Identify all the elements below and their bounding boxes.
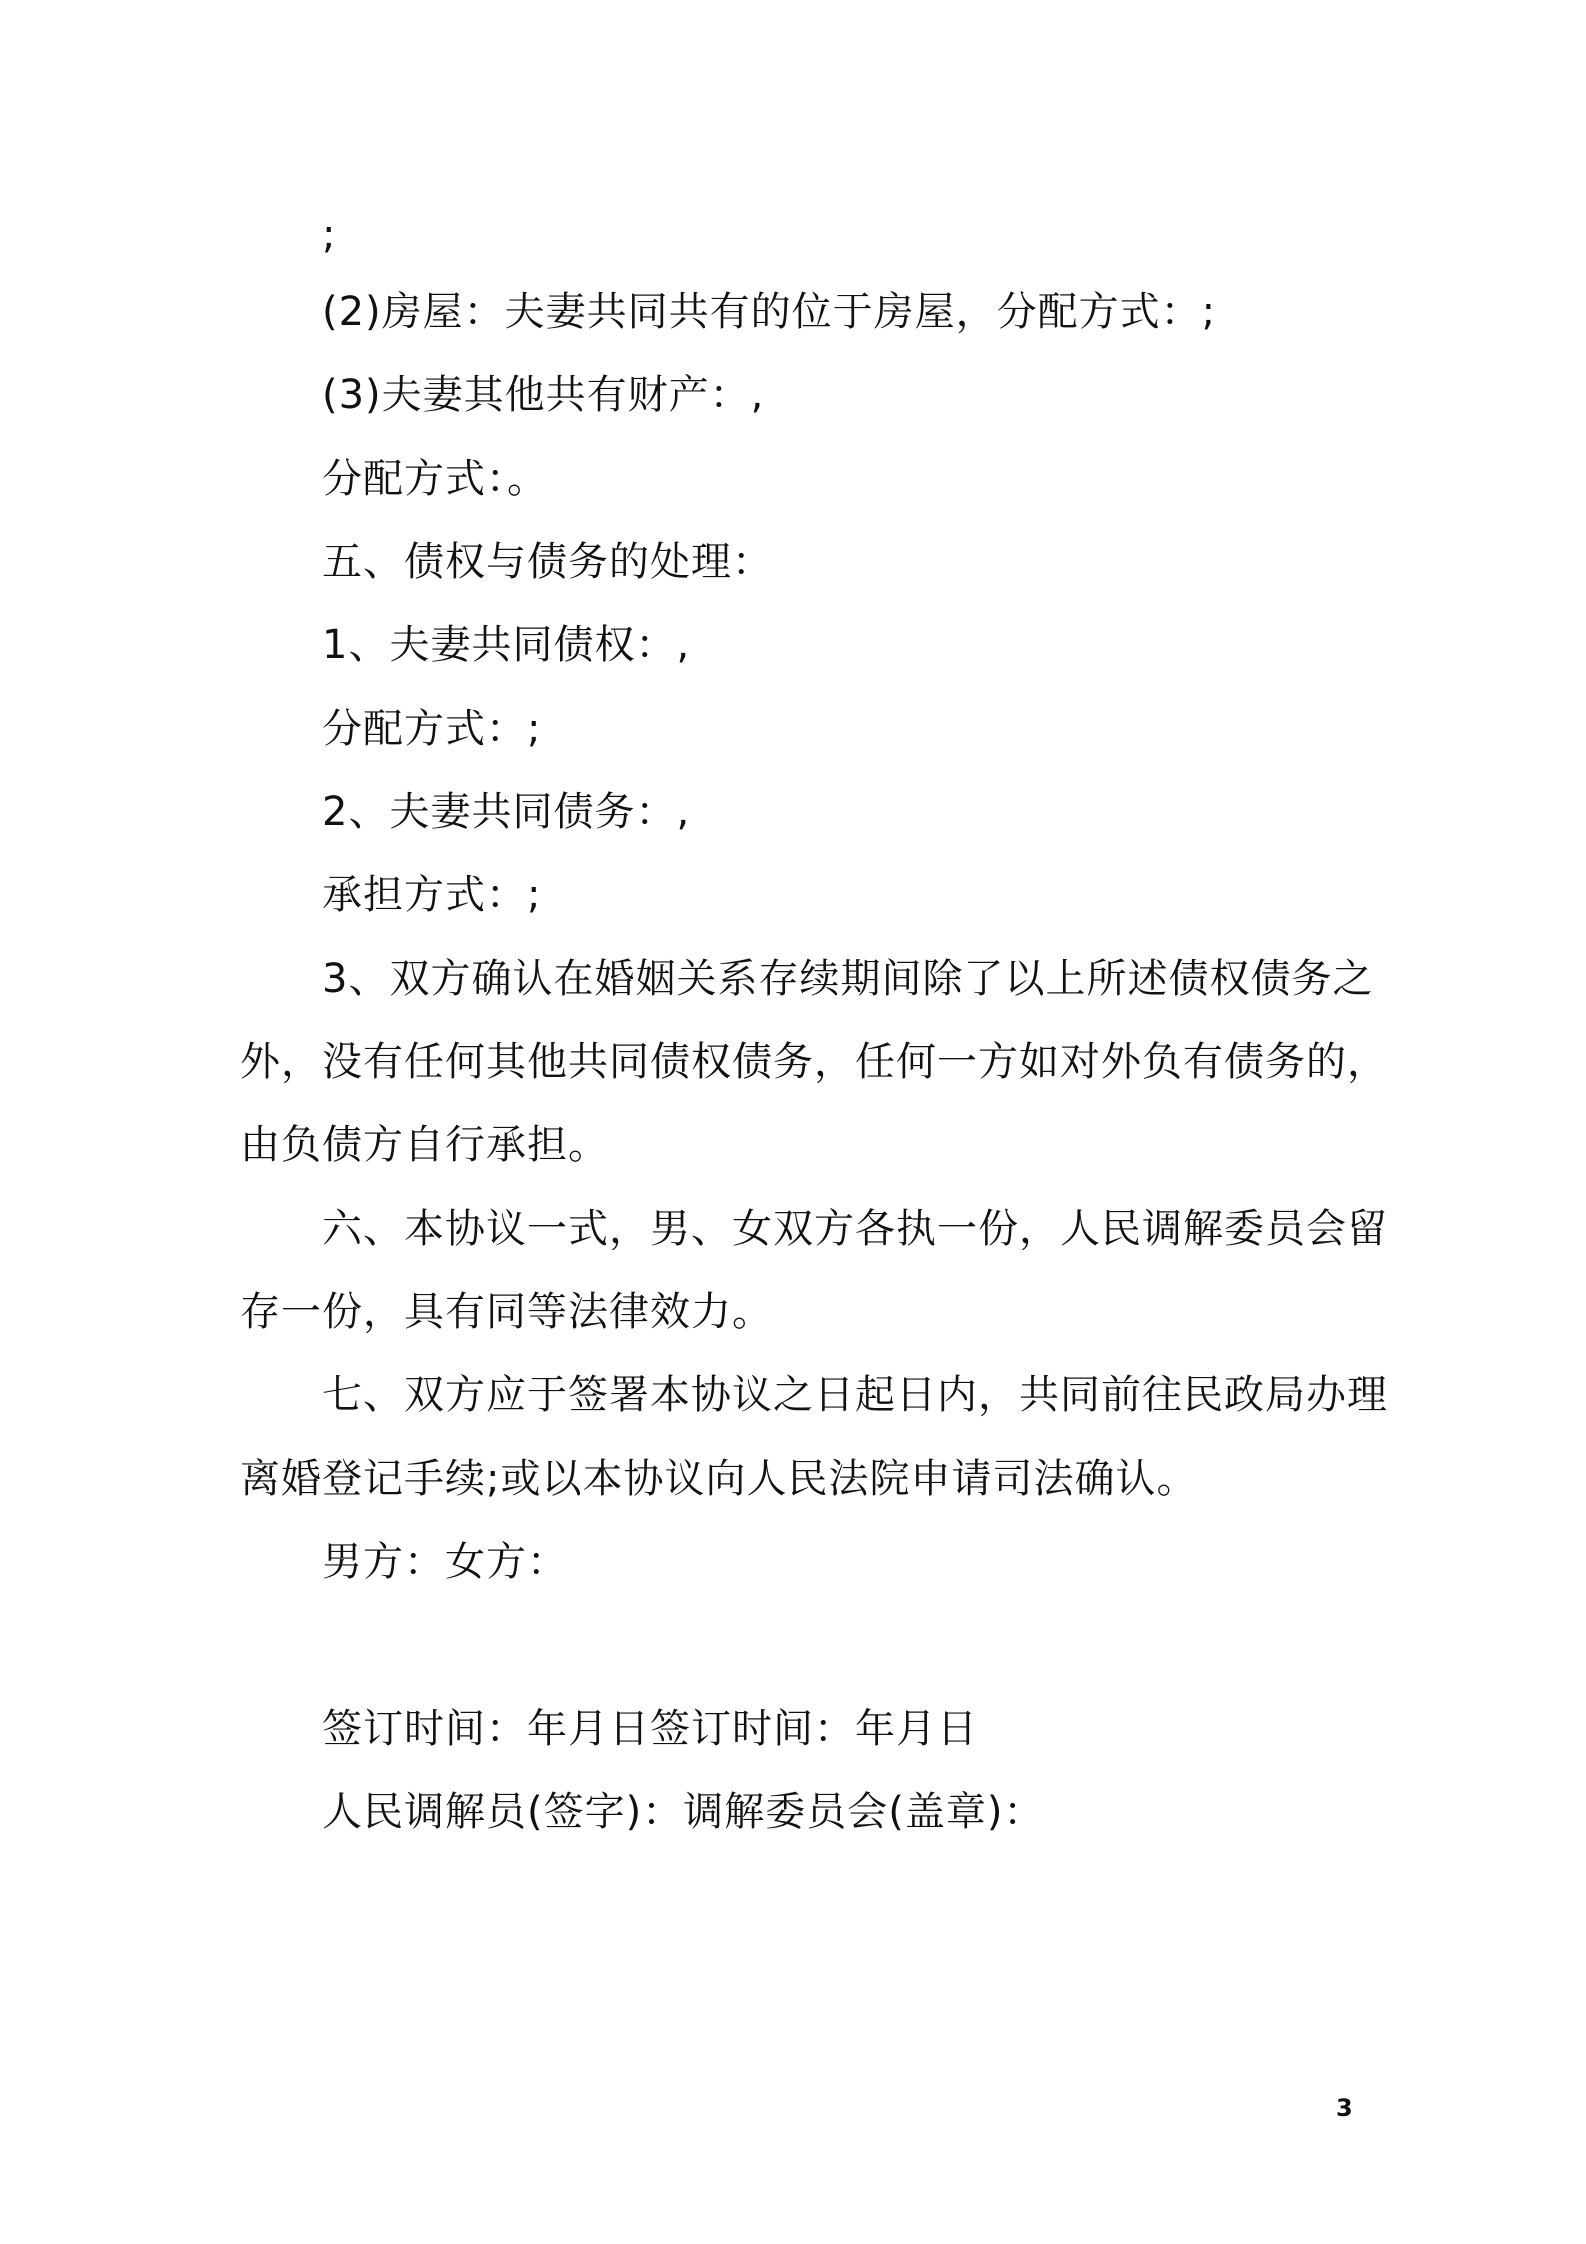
text-line: ;	[322, 212, 337, 258]
text-line: 3、双方确认在婚姻关系存续期间除了以上所述债权债务之	[322, 956, 1374, 1002]
text-line: 七、双方应于签署本协议之日起日内，共同前往民政局办理	[322, 1372, 1388, 1418]
text-line: 2、夫妻共同债务：,	[322, 789, 691, 835]
text-line: 由负债方自行承担。	[240, 1122, 609, 1168]
text-line: 分配方式：。	[322, 456, 548, 502]
signature-parties: 男方：女方：	[322, 1539, 568, 1585]
text-line: 离婚登记手续;或以本协议向人民法院申请司法确认。	[240, 1456, 1198, 1502]
text-line: 1、夫妻共同债权：,	[322, 622, 691, 668]
text-line: 存一份，具有同等法律效力。	[240, 1289, 773, 1335]
mediator-signature: 人民调解员(签字)：调解委员会(盖章)：	[322, 1789, 1045, 1835]
text-line: 承担方式：;	[322, 872, 542, 918]
text-line: 外，没有任何其他共同债权债务，任何一方如对外负有债务的，	[240, 1039, 1388, 1085]
text-line: (2)房屋：夫妻共同共有的位于房屋，分配方式：;	[322, 289, 1217, 335]
signing-date: 签订时间：年月日签订时间：年月日	[322, 1706, 978, 1752]
section-heading: 五、债权与债务的处理：	[322, 539, 773, 585]
text-line: 六、本协议一式，男、女双方各执一份，人民调解委员会留	[322, 1206, 1388, 1252]
text-line: 分配方式：;	[322, 706, 542, 752]
page-number: 3	[1336, 2094, 1353, 2122]
text-line: (3)夫妻其他共有财产：,	[322, 372, 765, 418]
